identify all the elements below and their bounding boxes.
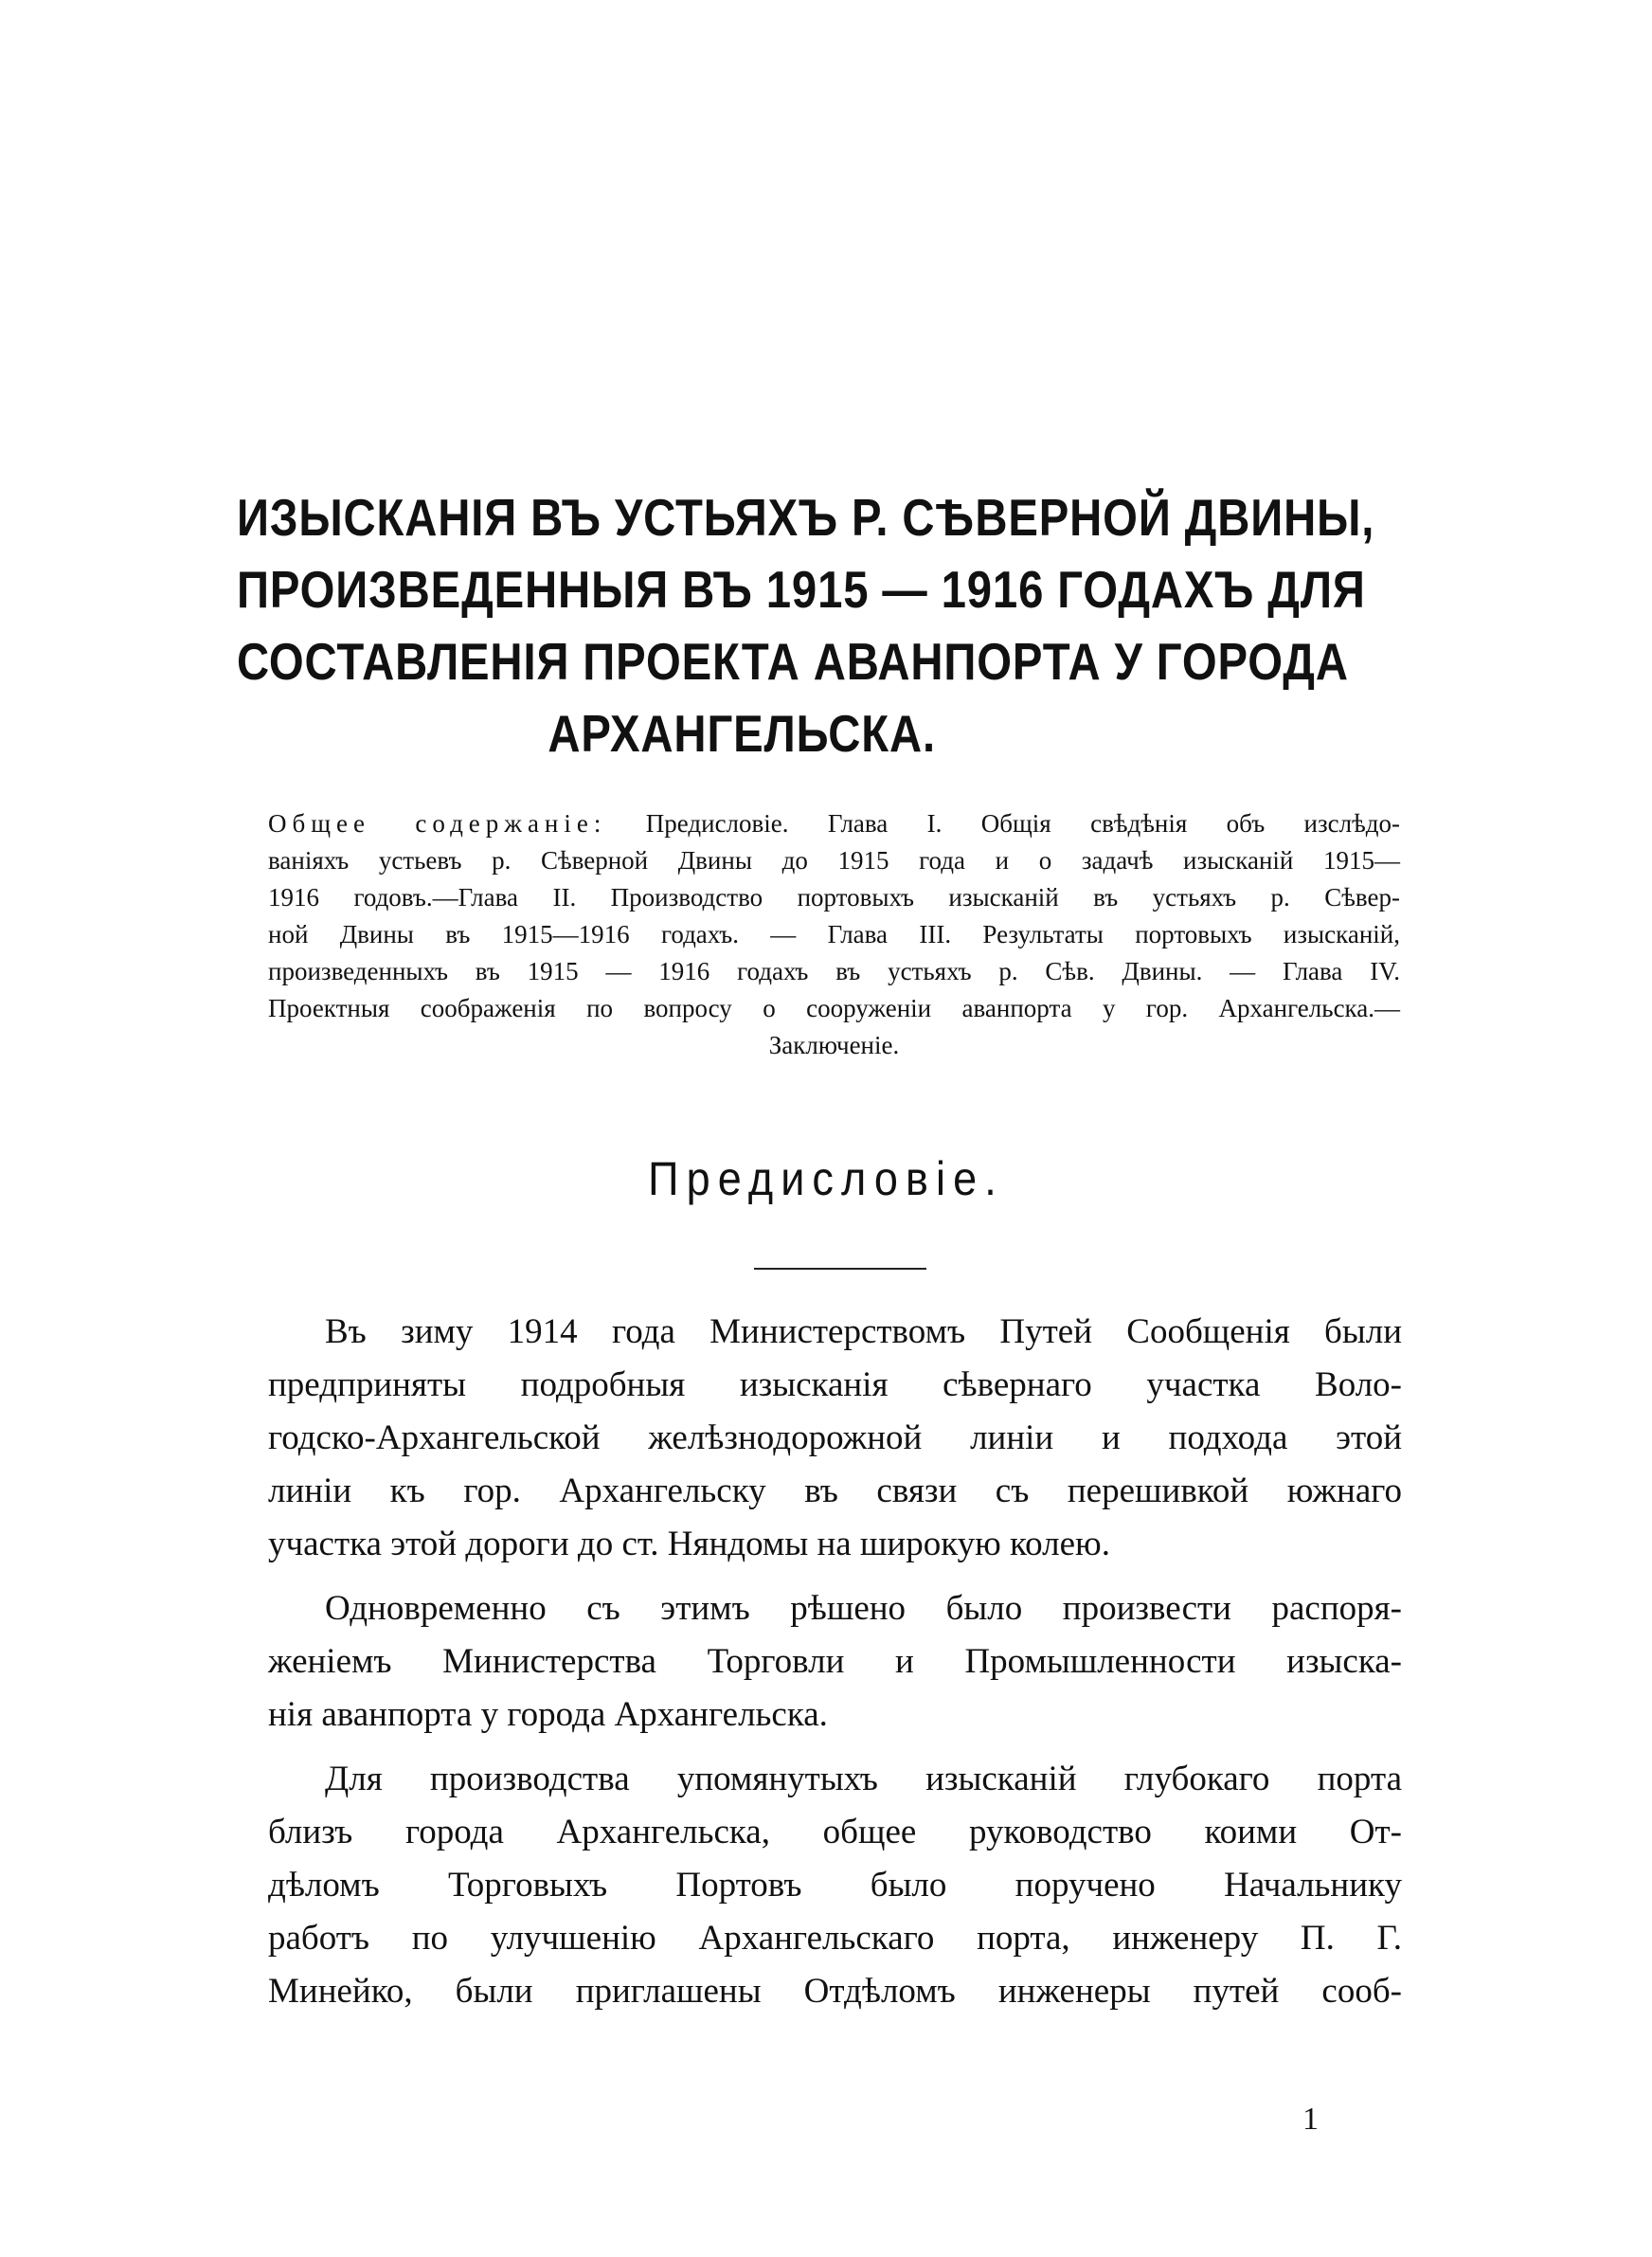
- text-line: нія аванпорта у города Архангельска.: [268, 1695, 828, 1734]
- text-line: предприняты подробныя изысканія сѣвернаго участка Воло-: [268, 1365, 1402, 1404]
- text-line: женіемъ Министерства Торговли и Промышленности изыска-: [268, 1642, 1402, 1681]
- contents-line: произведенныхъ въ 1915 — 1916 годахъ въ устьяхъ р. Сѣв. Двины. — Глава IV.: [268, 957, 1400, 985]
- title-line: ПРОИЗВЕДЕННЫЯ ВЪ 1915 — 1916 ГОДАХЪ ДЛЯ: [237, 560, 1366, 619]
- text-line: участка этой дороги до ст. Няндомы на широкую колею.: [268, 1525, 1110, 1563]
- paragraph: [268, 1306, 1402, 1571]
- section-divider: [754, 1268, 926, 1270]
- contents-line: 1916 годовъ.—Глава II. Производство портовыхъ изысканій въ устьяхъ р. Сѣвер-: [268, 883, 1400, 912]
- document-title: [237, 481, 1375, 769]
- text-line: близъ города Архангельска, общее руководство коими От-: [268, 1813, 1402, 1851]
- title-line: СОСТАВЛЕНІЯ ПРОЕКТА АВАНПОРТА У ГОРОДА: [237, 632, 1349, 691]
- body-text: [268, 1306, 1402, 2030]
- text-line: Въ зиму 1914 года Министерствомъ Путей Сообщенія были: [325, 1312, 1402, 1351]
- paragraph: [268, 1582, 1402, 1742]
- section-heading: Предисловіе.: [648, 1152, 1004, 1205]
- contents-line: Проектныя соображенія по вопросу о сооруженіи аванпорта у гор. Архангельска.—: [268, 994, 1400, 1022]
- table-of-contents: [268, 805, 1400, 1064]
- contents-label: Общее содержаніе:: [268, 809, 607, 838]
- text-line: Минейко, были приглашены Отдѣломъ инженеры путей сооб-: [268, 1972, 1402, 2011]
- contents-line: ваніяхъ устьевъ р. Сѣверной Двины до 1915 года и о задачѣ изысканій 1915—: [268, 846, 1400, 875]
- contents-line: Заключеніе.: [768, 1031, 900, 1059]
- title-line: ИЗЫСКАНІЯ ВЪ УСТЬЯХЪ Р. СѢВЕРНОЙ ДВИНЫ,: [237, 488, 1375, 547]
- text-line: линіи къ гор. Архангельску въ связи съ перешивкой южнаго: [268, 1472, 1402, 1510]
- text-line: дѣломъ Торговыхъ Портовъ было поручено Начальнику: [268, 1866, 1402, 1905]
- title-line: АРХАНГЕЛЬСКА.: [548, 704, 937, 763]
- text-line: работъ по улучшенію Архангельскаго порта, инженеру П. Г.: [268, 1919, 1402, 1958]
- paragraph: [268, 1753, 1402, 2018]
- contents-line: [268, 805, 1400, 842]
- text-line: годско-Архангельской желѣзнодорожной линіи и подхода этой: [268, 1418, 1402, 1457]
- text-line: Для производства упомянутыхъ изысканій глубокаго порта: [325, 1760, 1402, 1798]
- text-line: Одновременно съ этимъ рѣшено было произвести распоря-: [325, 1589, 1402, 1628]
- page-number: 1: [1302, 2102, 1319, 2137]
- contents-line: ной Двины въ 1915—1916 годахъ. — Глава III. Результаты портовыхъ изысканій,: [268, 920, 1400, 948]
- contents-text: Предисловіе. Глава I. Общія свѣдѣнія объ изслѣдо-: [645, 809, 1400, 838]
